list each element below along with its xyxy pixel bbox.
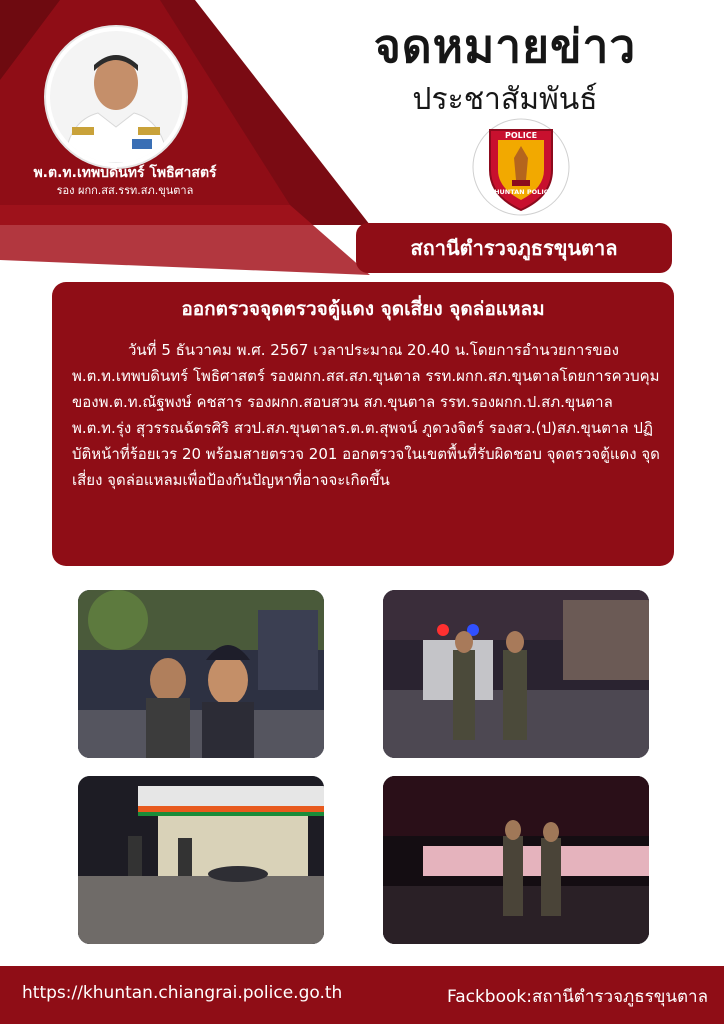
station-label-box bbox=[356, 223, 672, 273]
news-headline: ออกตรวจจุดตรวจตู้แดง จุดเสี่ยง จุดล่อแหลม bbox=[181, 298, 545, 320]
officer-name: พ.ต.ท.เทพบดินทร์ โพธิศาสตร์ bbox=[33, 165, 217, 181]
photo-convenience-store bbox=[78, 776, 324, 944]
photo-night-checkpoint bbox=[383, 776, 649, 944]
officer-portrait bbox=[46, 27, 186, 167]
website-link[interactable]: https://khuntan.chiangrai.police.go.th bbox=[22, 983, 343, 1003]
news-body: วันที่ 5 ธันวาคม พ.ศ. 2567 เวลาประมาณ 20.40 น.โดยการอำนวยการของพ.ต.ท.เทพบดินทร์ โพธิศาสตร์ รองผกก.สส.สภ.ขุนตาล รรท.ผกก.สภ.ขุนตาลโดยการควบคุมของพ.ต.ท.ณัฐพงษ์ คชสาร รองผกก.สอบสวน สภ.ขุนตาล รรท.รองผกก.ป.สภ.ขุนตาล พ.ต.ท.รุ่ง สุวรรณฉัตรศิริ สวป.สภ.ขุนตาลร.ต.ต.สุพจน์ ภูดวงจิตร์ รองสว.(ป)สภ.ขุนตาล ปฏิบัติหน้าที่ร้อยเวร 20 พร้อมสายตรวจ 201 ออกตรวจในเขตพื้นที่รับผิดชอบ จุดตรวจตู้แดง จุดเสี่ยง จุดล่อแหลมเพื่อป้องกันปัญหาที่อาจจะเกิดขึ้น bbox=[72, 341, 660, 489]
officer-position: รอง ผกก.สส.รรท.สภ.ขุนตาล bbox=[56, 184, 194, 197]
logo-top-text: POLICE bbox=[504, 131, 538, 140]
photo-officers-selfie bbox=[78, 590, 324, 758]
station-label: สถานีตำรวจภูธรขุนตาล bbox=[410, 236, 618, 260]
news-content-box bbox=[52, 282, 674, 566]
page-title: จดหมายข่าว bbox=[373, 19, 637, 73]
facebook-link[interactable]: Fackbook:สถานีตำรวจภูธรขุนตาล bbox=[446, 987, 708, 1007]
footer-bar bbox=[0, 966, 724, 1024]
photo-officers-patrol-car bbox=[383, 590, 649, 758]
logo-bottom-text: KHUNTAN POLICE bbox=[489, 188, 553, 196]
page-subtitle: ประชาสัมพันธ์ bbox=[412, 82, 598, 117]
police-badge-logo bbox=[472, 118, 570, 216]
